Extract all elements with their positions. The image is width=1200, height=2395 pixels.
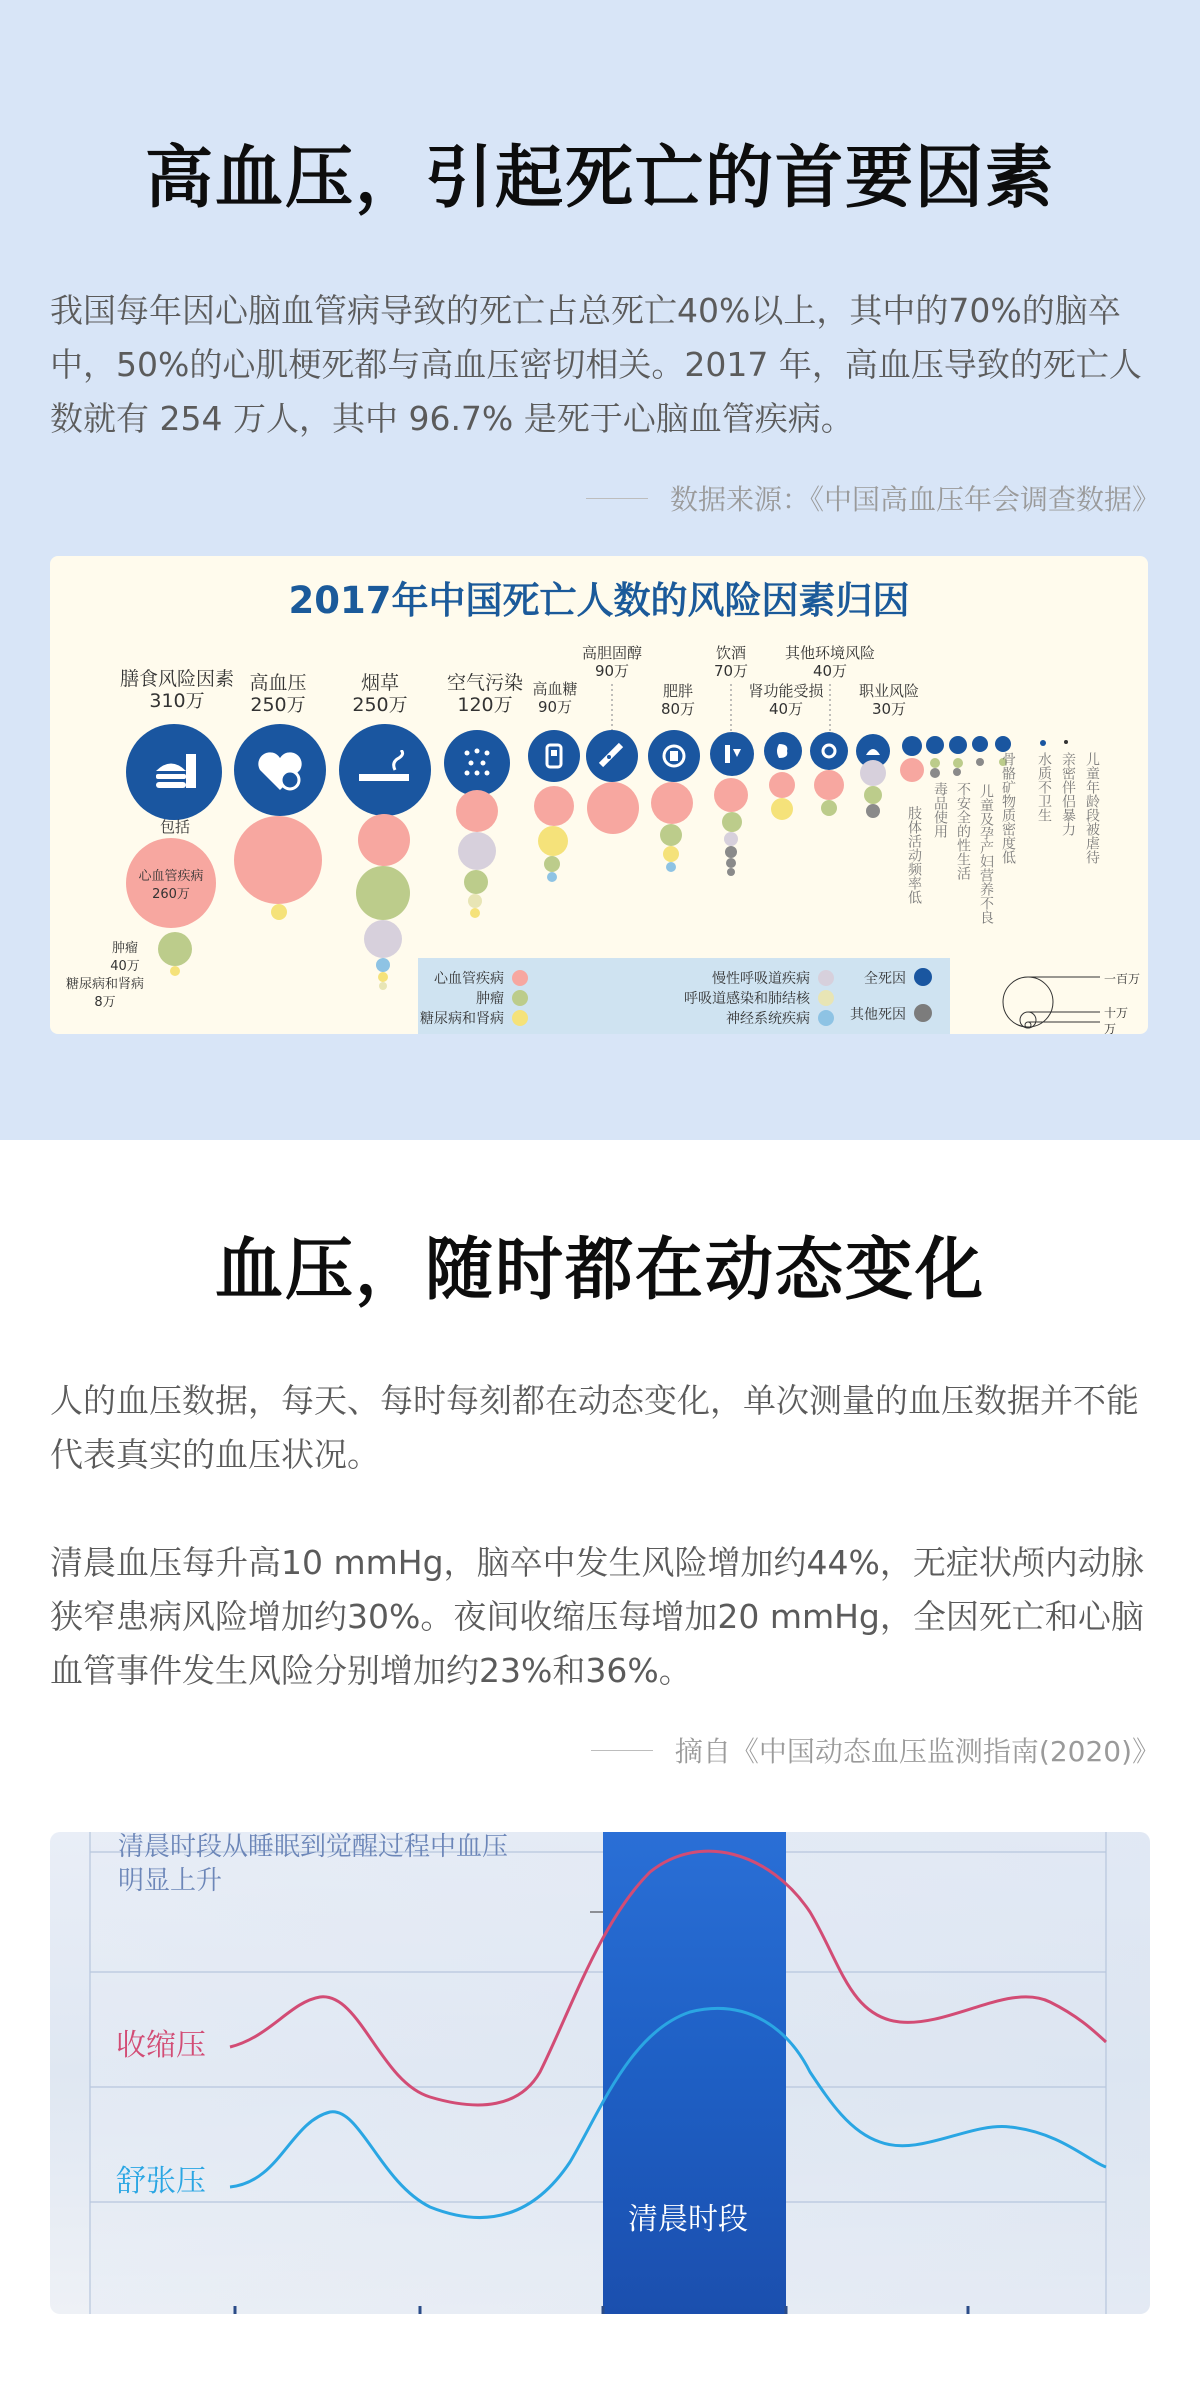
diabetes-bubble	[538, 826, 568, 856]
tumor-bubble	[953, 758, 963, 768]
drug-icon	[926, 736, 944, 754]
air-pollution-icon	[444, 730, 510, 796]
risk-section	[0, 0, 1200, 1140]
section2-title: 血压，随时都在动态变化	[214, 1231, 985, 1310]
section1-source-text: 数据来源：《中国高血压年会调查数据》	[669, 483, 1160, 516]
section2-paragraph-2: 清晨血压每升高10 mmHg，脑卒中发生风险增加约44%，无症状颅内动脉狭窄患病风险增加约30%。夜间收缩压每增加20 mmHg，全因死亡和心脑血管事件发生风险分别增加约23%和36%。	[50, 1543, 1144, 1690]
bone-icon	[995, 736, 1011, 752]
source-dash	[591, 1750, 653, 1751]
factor-vertical-label: 毒品使用	[932, 782, 948, 838]
factor-label: 空气污染 120万	[446, 672, 523, 716]
diet-icon	[126, 724, 222, 820]
cvd-bubble	[651, 782, 693, 824]
factor-vertical-label: 亲密伴侣暴力	[1060, 752, 1076, 836]
neuro-bubble	[547, 872, 557, 882]
resp-bubble	[364, 920, 402, 958]
cvd-bubble	[769, 772, 795, 798]
legend-swatch	[818, 970, 834, 986]
factor-vertical-label: 不安全的性生活	[955, 782, 971, 880]
infographic-title: 2017年中国死亡人数的风险因素归因	[288, 579, 910, 622]
factor-vertical-label: 儿童年龄段被虐待	[1084, 752, 1100, 864]
diabetes-bubble	[170, 966, 180, 976]
tumor-bubble	[158, 932, 192, 966]
diabetes-bubble	[378, 972, 388, 982]
obesity-icon	[648, 730, 700, 782]
source-dash	[586, 498, 648, 499]
section2-paragraph-1: 人的血压数据，每天、每时每刻都在动态变化，单次测量的血压数据并不能代表真实的血压状况。	[50, 1381, 1139, 1474]
cvd-bubble	[234, 816, 322, 904]
bp-chart-image	[50, 1832, 1150, 2314]
factor-label: 饮酒 70万	[713, 644, 749, 680]
infection-bubble	[379, 982, 387, 990]
legend-label: 心血管疾病	[434, 971, 504, 987]
section1-title: 高血压，引起死亡的首要因素	[144, 139, 1055, 218]
cvd-bubble	[714, 778, 748, 812]
cvd-bubble	[534, 786, 574, 826]
factor-vertical-label: 肢体活动频率低	[906, 806, 922, 904]
diabetes-bubble	[271, 904, 287, 920]
chart-note-line2: 明显上升	[118, 1866, 223, 1896]
other-bubble	[725, 846, 737, 858]
cvd-bubble	[900, 758, 924, 782]
cigarette-icon	[339, 724, 431, 816]
other-bubble	[976, 758, 984, 766]
factor-vertical-label: 水质不卫生	[1036, 752, 1052, 822]
diabetes-bubble	[470, 908, 480, 918]
activity-icon	[902, 736, 922, 756]
legend-swatch	[818, 990, 834, 1006]
cvd-bubble	[456, 790, 498, 832]
neuro-bubble	[376, 958, 390, 972]
legend-label: 神经系统疾病	[726, 1011, 810, 1027]
legend-label: 慢性呼吸道疾病	[712, 971, 810, 987]
other-bubble	[726, 858, 736, 868]
cvd-bubble	[814, 770, 844, 800]
systolic-label: 收缩压	[116, 2028, 206, 2063]
factor-label: 高血糖 90万	[532, 680, 578, 716]
diabetes-bubble	[663, 846, 679, 862]
other-bubble	[953, 768, 961, 776]
kidney-icon	[764, 732, 802, 770]
scale-label: 一百万	[1104, 972, 1141, 986]
chart-note-line1: 清晨时段从睡眠到觉醒过程中血压	[118, 1832, 509, 1862]
scale-label: 十万	[1104, 1006, 1129, 1020]
environment-icon	[810, 732, 848, 770]
diabetes-inline-label: 糖尿病和肾病 8万	[65, 977, 144, 1010]
section1-source	[586, 478, 1160, 518]
sex-icon	[949, 736, 967, 754]
legend-label: 呼吸道感染和肺结核	[684, 991, 810, 1007]
glucose-meter-icon	[528, 730, 580, 782]
factor-label: 职业风险 30万	[858, 682, 919, 718]
section2-source	[591, 1730, 1160, 1770]
cvd-bubble	[587, 782, 639, 834]
tumor-bubble	[930, 758, 940, 768]
scale-label: 万	[1104, 1022, 1117, 1034]
factor-vertical-label: 骨骼矿物质密度低	[1000, 752, 1016, 864]
cvd-bubble	[358, 814, 410, 866]
legend-swatch	[914, 968, 932, 986]
morning-period-label: 清晨时段	[628, 2202, 748, 2237]
alcohol-icon	[710, 732, 754, 776]
other-bubble	[727, 868, 735, 876]
resp-bubble	[458, 832, 496, 870]
legend-label: 糖尿病和肾病	[420, 1011, 504, 1027]
cholesterol-icon	[586, 730, 638, 782]
legend-label: 其他死因	[850, 1007, 906, 1023]
legend-label: 全死因	[864, 971, 906, 987]
infographic-legend	[418, 958, 950, 1034]
factor-vertical-label: 儿童及孕产妇营养不良	[978, 784, 994, 924]
bp-curves	[50, 1832, 1150, 2314]
resp-bubble	[860, 760, 886, 786]
morning-band	[603, 1832, 786, 2314]
heart-icon	[234, 724, 326, 816]
factor-label: 肥胖 80万	[660, 682, 696, 718]
tumor-bubble	[821, 800, 837, 816]
factor-label: 其他环境风险 40万	[784, 644, 875, 680]
risk-infographic	[50, 556, 1148, 1034]
other-bubble	[866, 804, 880, 818]
include-label: 包括	[159, 818, 190, 836]
legend-label: 肿瘤	[476, 991, 504, 1007]
resp-bubble	[724, 832, 738, 846]
legend-swatch	[512, 970, 528, 986]
legend-swatch	[914, 1004, 932, 1022]
violence-icon	[1064, 740, 1068, 744]
diastolic-label: 舒张压	[116, 2164, 206, 2199]
tumor-bubble	[722, 812, 742, 832]
factor-label: 高血压 250万	[249, 672, 307, 716]
diabetes-bubble	[771, 798, 793, 820]
factor-label: 高胆固醇 90万	[581, 644, 642, 680]
factor-label: 膳食风险因素 310万	[119, 668, 234, 712]
tumor-bubble	[864, 786, 882, 804]
neuro-bubble	[666, 862, 676, 872]
cvd-inline-label: 心血管疾病 260万	[138, 869, 204, 902]
nutrition-icon	[972, 736, 988, 752]
section1-paragraph: 我国每年因心脑血管病导致的死亡占总死亡40%以上，其中的70%的脑卒中，50%的心肌梗死都与高血压密切相关。2017 年，高血压导致的死亡人数就有 254 万人，其中 96.7% 是死于心脑血管疾病。	[50, 291, 1142, 438]
tumor-inline-label: 肿瘤 40万	[110, 941, 140, 974]
factor-label: 肾功能受损 40万	[748, 682, 824, 718]
infection-bubble	[468, 894, 482, 908]
tumor-bubble	[464, 870, 488, 894]
legend-swatch	[818, 1010, 834, 1026]
legend-swatch	[512, 990, 528, 1006]
factor-label: 烟草 250万	[352, 672, 408, 716]
tumor-bubble	[660, 824, 682, 846]
other-bubble	[930, 768, 940, 778]
tumor-bubble	[544, 856, 560, 872]
water-icon	[1040, 740, 1046, 746]
legend-swatch	[512, 1010, 528, 1026]
tumor-bubble	[356, 866, 410, 920]
section2-source-text: 摘自《中国动态血压监测指南(2020)》	[674, 1735, 1160, 1768]
